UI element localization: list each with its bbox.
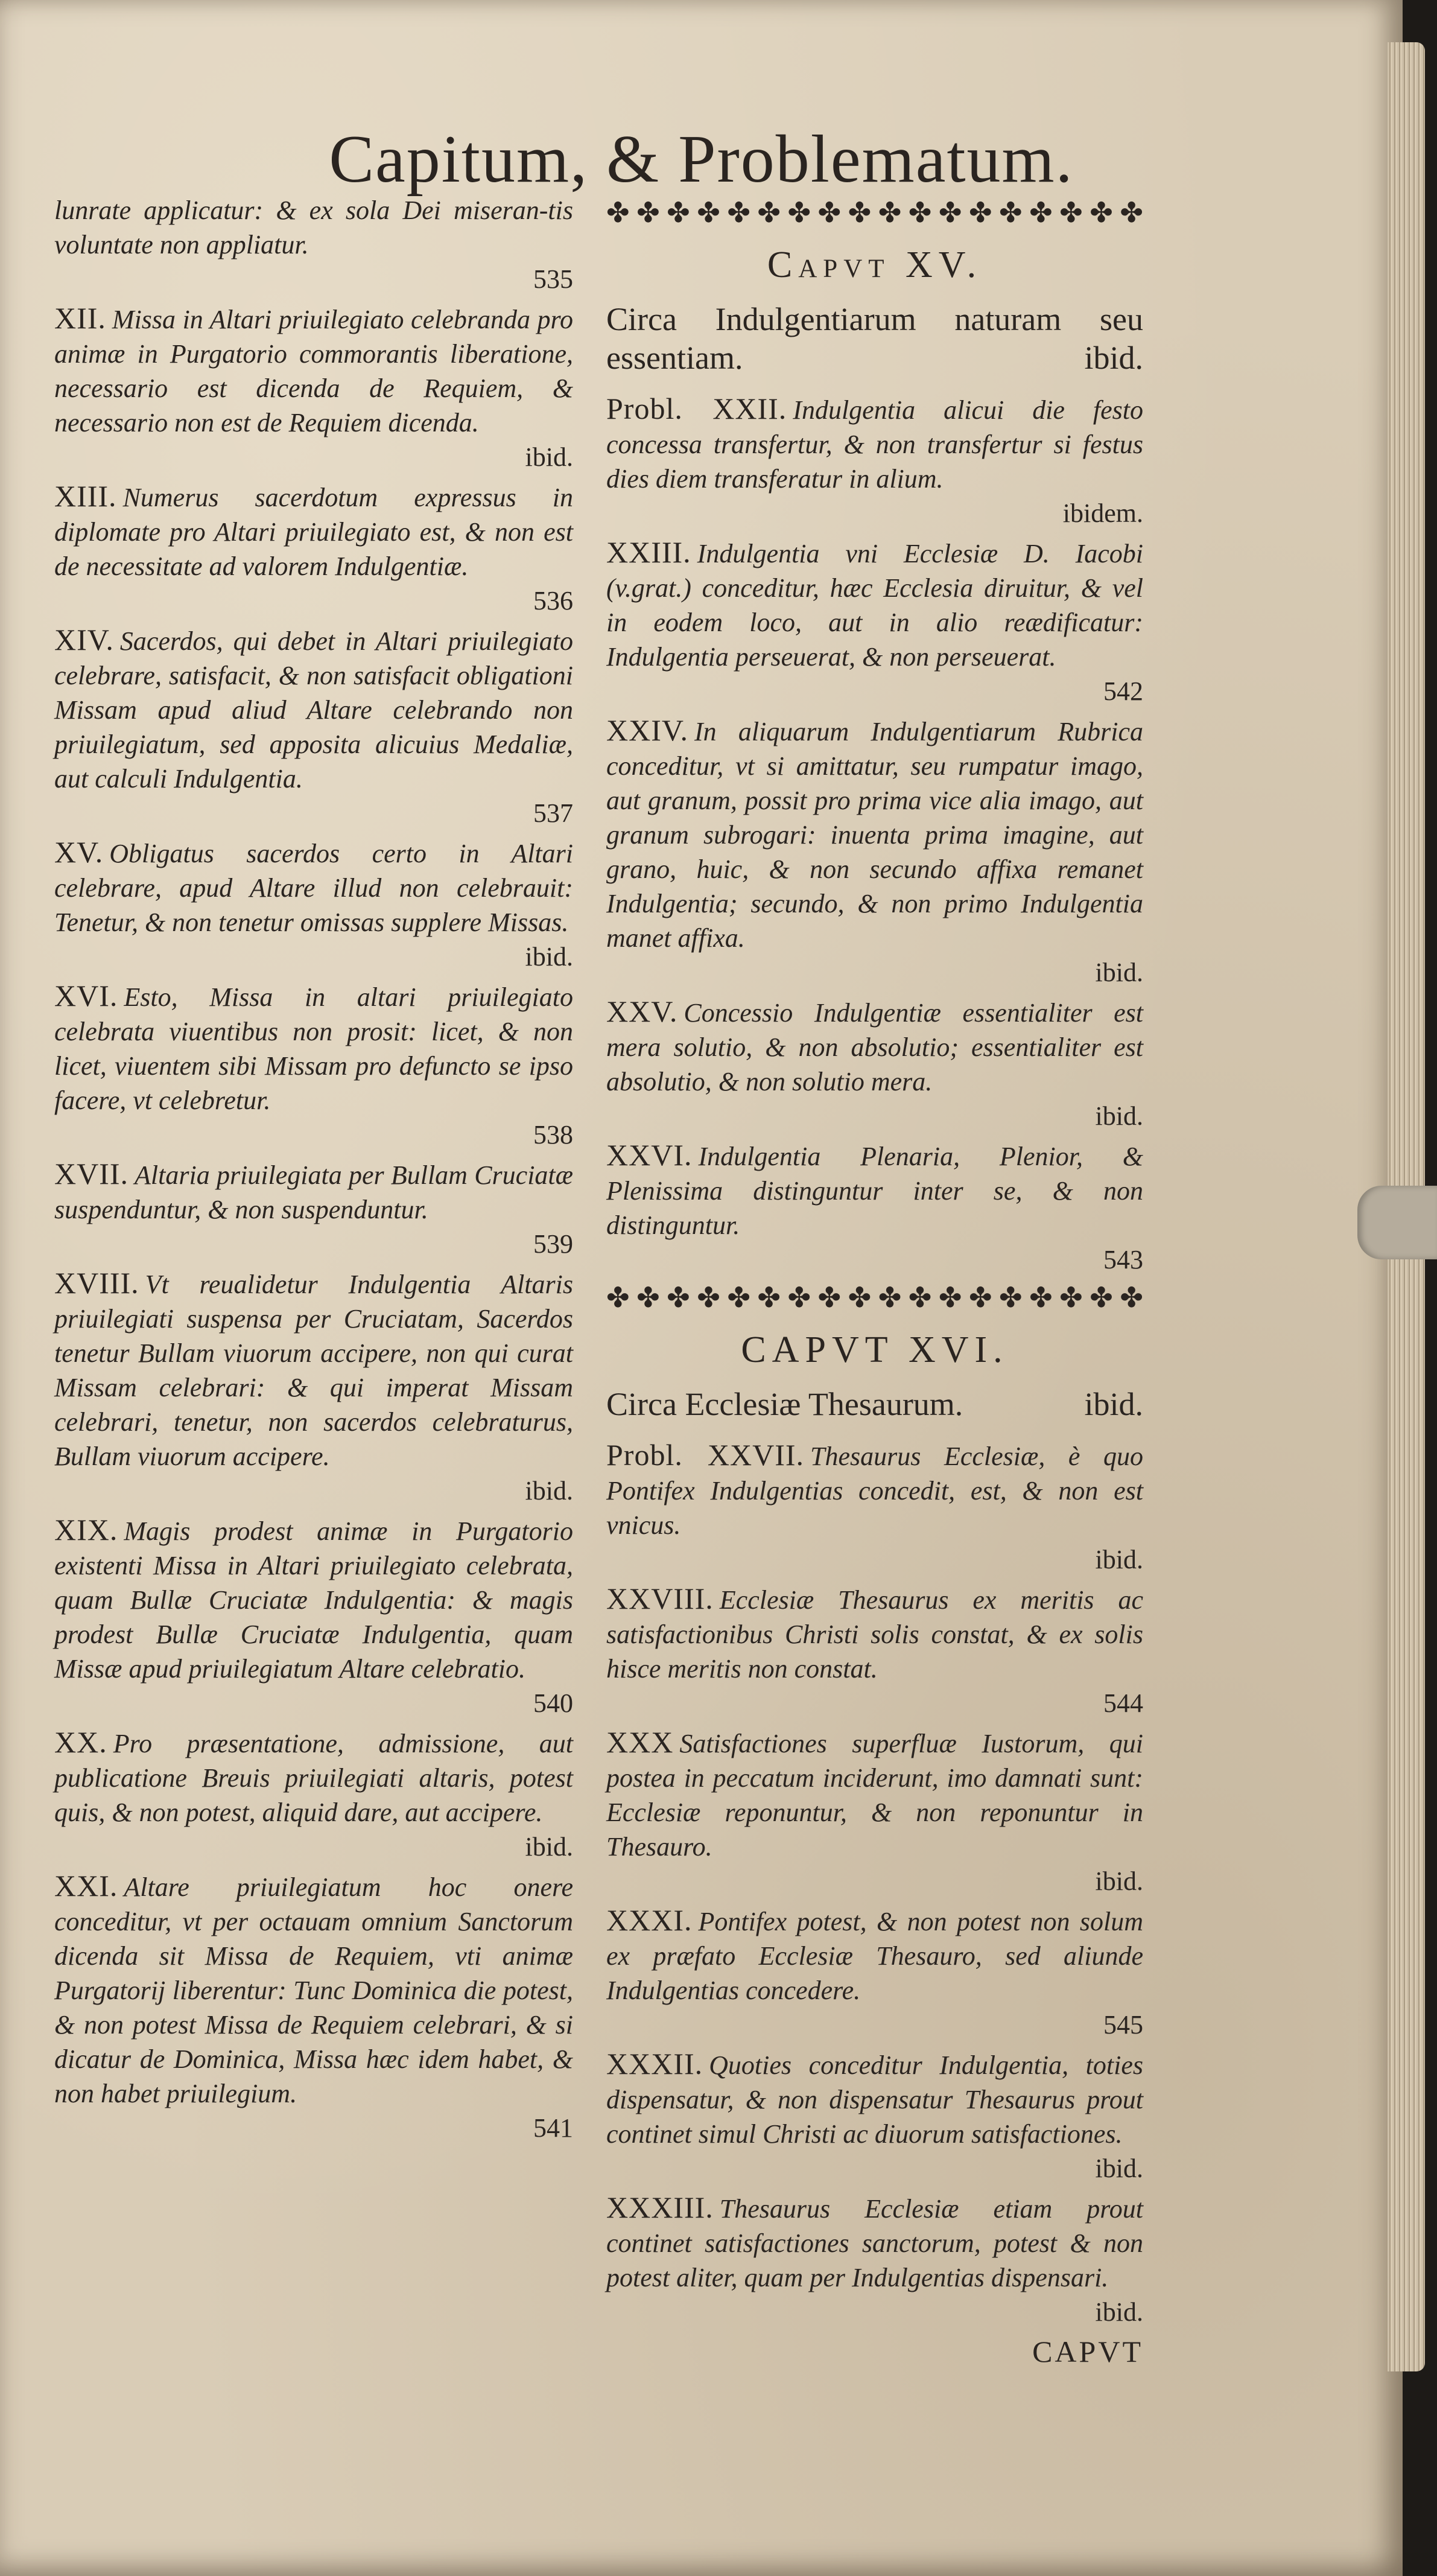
fleuron-icon: ✤ [938,197,962,228]
index-entry [606,2190,1143,2329]
running-head: Capitum, & Problematum. [329,122,1074,197]
entry-number: XVI. [54,979,118,1013]
entry-page-ref: ibid. [1095,958,1143,987]
entry-text: Esto, Missa in altari priuilegiato celebrata viuentibus non prosit: licet, & non licet, viuentem sibi Missam pro defuncto se ipso facere, vt celebretur. [54,982,573,1115]
entry-number: XIII. [54,479,117,513]
fleuron-icon: ✤ [606,197,630,228]
chapter-15-subtitle [606,300,1143,377]
chapter-16-subtitle-text: Circa Ecclesiæ Thesaurum. [606,1386,963,1422]
entry-text: Indulgentia vni Ecclesiæ D. Iacobi (v.grat.) conceditur, hæc Ecclesia diruitur, & vel in eodem loco, aut in alio reædificatur: Indulgentia perseuerat, & non perseuerat. [606,539,1143,672]
catchword: CAPVT [1032,2335,1143,2368]
entry-number: XXV. [606,994,678,1028]
fleuron-icon: ✤ [878,1282,902,1313]
fleuron-icon: ✤ [999,1282,1023,1313]
entry-number: XVII. [54,1157,129,1191]
fleuron-icon: ✤ [968,1282,992,1313]
entry-page-ref: ibid. [525,1832,573,1862]
left-column [54,193,573,2150]
index-entry [54,979,573,1152]
chapter-15-subtitle-text: Circa Indulgentiarum naturam seu essentiam. [606,301,1143,376]
bookmark-tab [1357,1186,1437,1259]
entry-number: XXXIII. [606,2190,714,2224]
fleuron-icon: ✤ [1120,197,1143,228]
entry-page-ref: 545 [1103,2010,1143,2040]
entry-page-ref: 536 [533,586,573,615]
fleuron-icon: ✤ [787,1282,811,1313]
fleuron-icon: ✤ [1090,1282,1113,1313]
fleuron-icon: ✤ [817,1282,842,1313]
entry-page-ref: ibid. [1095,1866,1143,1896]
entry-page-ref: 544 [1103,1688,1143,1718]
entry-number: XXX [606,1725,674,1759]
entry-page-ref: ibid. [525,442,573,472]
fleuron-icon: ✤ [667,197,690,228]
entry-text: Indulgentia Plenaria, Plenior, & Plenissima distinguntur inter se, & non distinguntur. [606,1142,1143,1240]
entry-number: XX. [54,1725,107,1759]
entry-number: XXXII. [606,2047,703,2081]
fleuron-icon: ✤ [757,1282,781,1313]
index-entry [54,193,573,296]
fleuron-icon: ✤ [999,197,1023,228]
entry-page-ref: ibid. [1095,1545,1143,1574]
entry-text: Obligatus sacerdos certo in Altari celebrare, apud Altare illud non celebrauit: Tenetur, & non tenetur omissas supplere Missas. [54,839,573,937]
entry-text: Altaria priuilegiata per Bullam Cruciatæ suspenduntur, & non suspenduntur. [54,1160,573,1224]
entry-page-ref: ibid. [525,1476,573,1506]
index-entry [54,623,573,830]
index-entry [606,1725,1143,1898]
entry-text: Missa in Altari priuilegiato celebranda pro animæ in Purgatorio commorantis liberatione, necessario est dicenda de Requiem, & necessario non est de Requiem dicenda. [54,305,573,437]
index-entry [54,1157,573,1261]
entry-text: Numerus sacerdotum expressus in diplomate pro Altari priuilegiato est, & non est de necessitate ad valorem Indulgentiæ. [54,483,573,581]
index-entry [606,1138,1143,1277]
chapter-16-entries [606,1438,1143,2329]
entry-text: Concessio Indulgentiæ essentialiter est mera solutio, & non absolutio; essentialiter est absolutio, & non solutio mera. [606,998,1143,1096]
entry-text: Vt reualidetur Indulgentia Altaris priuilegiati suspensa per Cruciatam, Sacerdos tenetur Bullam viuorum accipere, non qui curat Missam celebrari: & qui imperat Missam celebrari, tenetur, non sacerdos celebraturus, Bullam viuorum accipere. [54,1270,573,1471]
entry-page-ref: 541 [533,2113,573,2143]
fleuron-icon: ✤ [1029,1282,1053,1313]
entry-number: XII. [54,301,106,335]
fleuron-icon: ✤ [727,1282,750,1313]
entry-number: XXIV. [606,713,689,747]
fleuron-icon: ✤ [787,197,811,228]
index-entry [54,835,573,974]
chapter-15-title: Capvt XV. [767,244,983,285]
fleuron-icon: ✤ [848,1282,872,1313]
fleuron-icon: ✤ [1090,197,1113,228]
fleuron-icon: ✤ [667,1282,690,1313]
fleuron-icon: ✤ [817,197,842,228]
entry-text: Pontifex potest, & non potest non solum ex præfato Ecclesiæ Thesauro, sed aliunde Indulgentias concedere. [606,1907,1143,2005]
entry-page-ref: 542 [1103,676,1143,706]
entry-text: In aliquarum Indulgentiarum Rubrica conceditur, vt si amittatur, seu rumpatur imago, aut granum, possit pro prima vice alia imago, aut granum subrogari: inuenta prima imagine, aut grano, huic, & non secundo affixa remanet Indulgentia; secundo, & non primo Indulgentia manet affixa. [606,717,1143,953]
entry-text: Pro præsentatione, admissione, aut publicatione Breuis priuilegiati altaris, potest quis, & non potest, aliquid dare, aut accipere. [54,1729,573,1827]
fleuron-icon: ✤ [1029,197,1053,228]
entry-page-ref: 537 [533,798,573,828]
entry-number: XXVI. [606,1138,693,1172]
entry-page-ref: 535 [533,264,573,294]
entry-page-ref: ibid. [525,942,573,972]
index-entry [54,1266,573,1508]
fleuron-icon: ✤ [1059,1282,1083,1313]
index-entry [54,1869,573,2145]
entry-page-ref: 540 [533,1688,573,1718]
index-entry [606,535,1143,708]
entry-page-ref: ibidem. [1062,498,1143,528]
entry-text: Thesaurus Ecclesiæ etiam prout continet satisfactiones sanctorum, potest & non potest aliter, quam per Indulgentias dispensari. [606,2194,1143,2292]
entry-page-ref: ibid. [1095,2297,1143,2327]
fleuron-icon: ✤ [727,197,750,228]
entry-number: XV. [54,835,104,869]
fleuron-icon: ✤ [1059,197,1083,228]
entry-text: Thesaurus Ecclesiæ, è quo Pontifex Indulgentias concedit, est, & non est vnicus. [606,1442,1143,1540]
index-entry [54,1513,573,1720]
index-entry [54,479,573,618]
entry-text: Quoties conceditur Indulgentia, toties dispensatur, & non dispensatur Thesaurus prout continet simul Christi ac diuorum satisfactiones. [606,2050,1143,2149]
entry-number: XXIII. [606,535,691,569]
chapter-16-subtitle-page: ibid. [1084,1386,1143,1422]
chapter-16-title: CAPVT XVI. [741,1329,1009,1370]
entry-page-ref: ibid. [1095,2154,1143,2183]
fleuron-icon: ✤ [636,197,660,228]
entry-number: XVIII. [54,1266,139,1300]
entry-number: Probl. XXII. [606,392,787,425]
fleuron-icon: ✤ [908,197,932,228]
chapter-15-entries [606,392,1143,1277]
index-entry [606,713,1143,990]
fleuron-icon: ✤ [636,1282,660,1313]
right-column [606,193,1143,2369]
fleuron-icon: ✤ [697,197,720,228]
fleuron-icon: ✤ [757,197,781,228]
entry-page-ref: ibid. [1095,1101,1143,1131]
entry-text: Indulgentia alicui die festo concessa transfertur, & non transfertur si festus dies diem transferatur in alium. [606,395,1143,494]
index-entry [606,2047,1143,2186]
fleuron-icon: ✤ [878,197,902,228]
fleuron-icon: ✤ [908,1282,932,1313]
entry-number: XIV. [54,623,114,657]
entry-number: XXVIII. [606,1582,714,1615]
entry-text: Ecclesiæ Thesaurus ex meritis ac satisfactionibus Christi solis constat, & ex solis hisce meritis non constat. [606,1585,1143,1684]
index-entry [54,1725,573,1864]
entry-page-ref: 538 [533,1120,573,1150]
chapter-15-subtitle-page: ibid. [1084,340,1143,376]
fleuron-icon: ✤ [968,197,992,228]
entry-text: lunrate applicatur: & ex sola Dei miseran-tis voluntate non appliatur. [54,196,573,259]
index-entry [606,1438,1143,1577]
entry-number: XXXI. [606,1903,693,1937]
entry-number: XXI. [54,1869,118,1903]
index-entry [54,301,573,474]
chapter-16-subtitle [606,1385,1143,1423]
fleuron-icon: ✤ [606,1282,630,1313]
fleuron-icon: ✤ [938,1282,962,1313]
entry-page-ref: 543 [1103,1245,1143,1274]
fleuron-icon: ✤ [1120,1282,1143,1313]
entry-number: Probl. XXVII. [606,1438,805,1472]
fleuron-icon: ✤ [848,197,872,228]
entry-text: Altare priuilegiatum hoc onere conceditur, vt per octauam omnium Sanctorum dicenda sit Missa de Requiem, vti animæ Purgatorij liberentur: Tunc Dominica die potest, & non potest Missa de Requiem celebrari, & si dicatur de Dominica, Missa hæc idem habet, & non habet priuilegium. [54,1872,573,2108]
index-entry [606,994,1143,1133]
ornament-band-middle [606,1282,1143,1313]
entry-text: Magis prodest animæ in Purgatorio existenti Missa in Altari priuilegiato celebrata, quam Bullæ Cruciatæ Indulgentia: & magis prodest Bullæ Cruciatæ Indulgentia, quam Missæ apud priuilegiatum Altare celebratio. [54,1516,573,1684]
index-entry [606,1903,1143,2042]
entry-number: XIX. [54,1513,118,1547]
entry-text: Satisfactiones superfluæ Iustorum, qui postea in peccatum inciderunt, imo damnati sunt: Ecclesiæ reponuntur, & non reponuntur in Thesauro. [606,1729,1143,1862]
index-entry [606,392,1143,530]
entry-text: Sacerdos, qui debet in Altari priuilegiato celebrare, satisfacit, & non satisfacit obligationi Missam apud aliud Altare celebrando non priuilegiatum, sed appositа alicuius Medaliæ, aut calculi Indulgentia. [54,626,573,793]
ornament-band-top [606,197,1143,228]
entry-page-ref: 539 [533,1229,573,1259]
fleuron-icon: ✤ [697,1282,720,1313]
index-entry [606,1582,1143,1720]
